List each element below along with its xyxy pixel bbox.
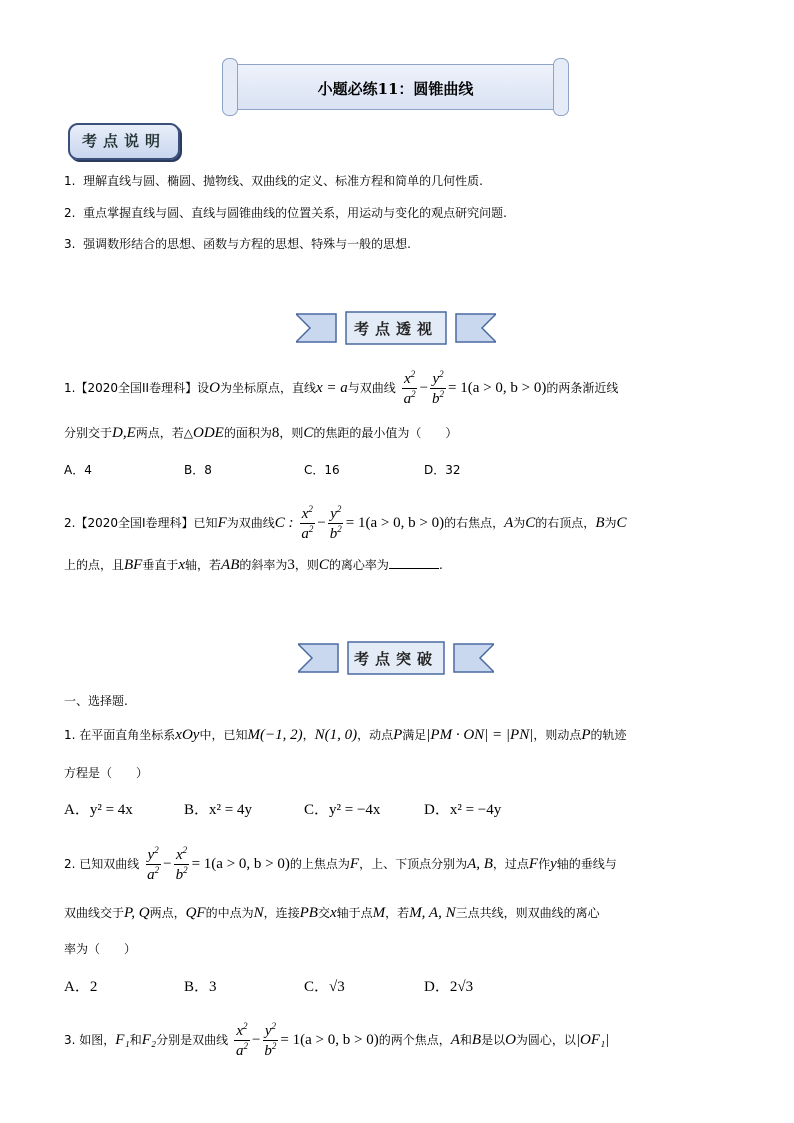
intro-item-3 — [64, 235, 411, 252]
math-OF1: |OF₁| — [575, 1032, 610, 1048]
text: 为坐标原点，直线 — [219, 381, 316, 395]
problem-2: 2. 已知双曲线 $\frac{y^2}{a^2}$ − $\frac{x^2}{b^2}$ = 1(a > 0, b > 0)的上焦点为F，上、下顶点分别为A, B，过点F作y轴的垂线与 — [64, 845, 617, 883]
text: 与双曲线 — [347, 381, 396, 395]
text: 为 — [604, 516, 617, 530]
math-condition: = 1(a > 0, b > 0) — [191, 856, 290, 872]
question-2020-ii: 1.【2020全国II卷理科】设O为坐标原点，直线x = a与双曲线 $\frac{x^2}{a^2}$ − $\frac{y^2}{b^2}$ = 1(a > 0, b > 0)的两条渐近线 — [64, 369, 619, 407]
text: 垂直于 — [142, 558, 179, 572]
option-b[interactable]: B．3 — [184, 979, 217, 995]
text: 的斜率为 — [239, 558, 288, 572]
math-AB: A, B — [467, 856, 493, 872]
math-F2: F₂ — [141, 1032, 157, 1048]
intro-text: 重点掌握直线与圆、直线与圆锥曲线的位置关系，用运动与变化的观点研究问题. — [83, 206, 507, 220]
question-source: 【2020全国Ⅰ卷理科】 — [75, 516, 194, 530]
intro-number: 1. — [64, 174, 76, 188]
math-N: N(1, 0) — [314, 727, 358, 743]
math-O: O — [209, 380, 220, 396]
fraction-y2-b2: $\frac{y^2}{b^2}$ — [432, 369, 445, 407]
math-B: B — [595, 515, 605, 531]
math-F: F — [217, 515, 227, 531]
text: 的中点为 — [205, 906, 254, 920]
math-condition: = 1(a > 0, b > 0) — [280, 1032, 379, 1048]
page-title: 小题必练11：圆锥曲线 — [317, 80, 474, 98]
math-A: A — [450, 1032, 460, 1048]
math-ODE: ODE — [193, 425, 224, 441]
intro-number: 2. — [64, 206, 76, 220]
text: . — [438, 558, 443, 572]
math-condition: = 1(a > 0, b > 0) — [345, 515, 445, 531]
question-number: 1. — [64, 728, 76, 742]
text: ，连接 — [263, 906, 300, 920]
section-badge-kaodian-shuoming: 考点说明 — [68, 123, 180, 160]
math-P: P — [393, 727, 403, 743]
text: 三点共线，则双曲线的离心 — [455, 906, 600, 920]
text: 两点，若△ — [135, 426, 193, 440]
text: 的两个焦点， — [378, 1033, 451, 1047]
text: 为圆心，以 — [515, 1033, 576, 1047]
text: 如图， — [79, 1033, 116, 1047]
math-F1: F₁ — [115, 1032, 130, 1048]
question-number: 1. — [64, 381, 76, 395]
question-2020-ii-line2 — [64, 424, 457, 442]
text: 设 — [197, 381, 210, 395]
text: 和 — [459, 1033, 472, 1047]
text: ， — [302, 728, 315, 742]
text: 作 — [538, 857, 551, 871]
intro-text: 强调数形结合的思想、函数与方程的思想、特殊与一般的思想. — [83, 237, 411, 251]
text: 轴，若 — [185, 558, 222, 572]
math-3: 3 — [287, 557, 295, 573]
math-xOy: xOy — [175, 727, 200, 743]
math-A: A — [504, 515, 514, 531]
fraction-y2-b2: $\frac{y^2}{b^2}$ — [329, 504, 342, 542]
problem-1: 1. 在平面直角坐标系xOy中，已知M(−1, 2)，N(1, 0)，动点P满足|PM · ON| = |PN|，则动点P的轨迹 — [64, 727, 627, 743]
text: ，则 — [294, 558, 319, 572]
text: 的离心率为 — [328, 558, 389, 572]
text: 分别交于 — [64, 426, 113, 440]
option-c[interactable]: C．16 — [304, 463, 340, 477]
text: 中，已知 — [199, 728, 248, 742]
option-d[interactable]: D．x² = −4y — [424, 802, 502, 818]
text: 是以 — [481, 1033, 506, 1047]
section-ribbon-kaodian-toushi — [296, 310, 496, 346]
math-y: y — [550, 856, 557, 872]
intro-item-1 — [64, 172, 483, 189]
answer-blank[interactable] — [389, 556, 439, 569]
text: 和 — [129, 1033, 142, 1047]
text: 交 — [317, 906, 330, 920]
ribbon-label: 考点突破 — [353, 650, 438, 668]
math-8: 8 — [271, 425, 280, 441]
math-BF: BF — [124, 557, 143, 573]
problem-3: 3. 如图，F₁和F₂分别是双曲线 $\frac{x^2}{a^2}$ − $\frac{y^2}{b^2}$ = 1(a > 0, b > 0)的两个焦点，A和B是以O为圆心，以|OF₁| — [64, 1021, 610, 1059]
option-c[interactable]: C．y² = −4x — [304, 802, 381, 818]
question-number: 2. — [64, 516, 76, 530]
option-b[interactable]: B．8 — [184, 463, 212, 477]
text: 为 — [513, 516, 526, 530]
problem-2-line2 — [64, 904, 600, 922]
text: 的两条渐近线 — [546, 381, 619, 395]
question-source: 【2020全国II卷理科】 — [75, 381, 198, 395]
math-AB: AB — [221, 557, 240, 573]
question-2020-i-line2: 上的点，且BF垂直于x轴，若AB的斜率为3，则C的离心率为 . — [64, 557, 443, 573]
math-PQ: P, Q — [124, 905, 150, 921]
part-heading: 一、选择题. — [64, 694, 128, 708]
math-C: C — [303, 425, 314, 441]
text: 双曲线交于 — [64, 906, 125, 920]
math-PB: PB — [299, 905, 318, 921]
math-x: x — [178, 557, 186, 573]
text: 的右焦点， — [444, 516, 505, 530]
text: ，若 — [385, 906, 410, 920]
option-a[interactable]: A．y² = 4x — [64, 802, 133, 818]
fraction-y2-a2: $\frac{y^2}{a^2}$ — [147, 845, 160, 883]
math-MAN: M, A, N — [409, 905, 456, 921]
fraction-y2-b2: $\frac{y^2}{b^2}$ — [264, 1021, 277, 1059]
math-DE: D,E — [112, 425, 136, 441]
math-M: M(−1, 2) — [247, 727, 303, 743]
title-banner — [222, 58, 569, 114]
text: 为双曲线 — [226, 516, 275, 530]
math-vector-expr: |PM · ON| = |PN| — [426, 727, 534, 743]
option-a[interactable]: A．4 — [64, 463, 92, 477]
text: ，动点 — [357, 728, 394, 742]
option-d[interactable]: D．2√3 — [424, 979, 474, 995]
fraction-x2-a2: $\frac{x^2}{a^2}$ — [403, 369, 416, 407]
problem-2-line3: 率为（ ） — [64, 942, 137, 956]
ribbon-label: 考点透视 — [353, 320, 438, 338]
text: 的焦距的最小值为（ ） — [313, 426, 458, 440]
fraction-x2-a2: $\frac{x^2}{a^2}$ — [235, 1021, 248, 1059]
option-b[interactable]: B．x² = 4y — [184, 802, 252, 818]
text: 的右顶点， — [535, 516, 596, 530]
math-B: B — [471, 1032, 482, 1048]
math-C: C : — [274, 515, 294, 531]
text: 在平面直角坐标系 — [79, 728, 176, 742]
text: ，则 — [279, 426, 304, 440]
math-line: x = a — [315, 380, 348, 396]
text: 上的点，且 — [64, 558, 125, 572]
math-O: O — [505, 1032, 516, 1048]
text: ，则动点 — [533, 728, 582, 742]
text: ，上、下顶点分别为 — [359, 857, 468, 871]
text: 两点， — [149, 906, 186, 920]
question-2020-i: 2.【2020全国Ⅰ卷理科】已知F为双曲线C : $\frac{x^2}{a^2}$ − $\frac{y^2}{b^2}$ = 1(a > 0, b > 0)的右焦点，A为C的右顶点，B为C — [64, 504, 627, 542]
math-condition: = 1(a > 0, b > 0) — [448, 380, 547, 396]
intro-number: 3. — [64, 237, 76, 251]
option-d[interactable]: D．32 — [424, 463, 461, 477]
text: 已知双曲线 — [79, 857, 140, 871]
text: 满足 — [402, 728, 427, 742]
question-number: 2. — [64, 857, 76, 871]
text: 轴于点 — [336, 906, 373, 920]
intro-item-2 — [64, 204, 507, 221]
option-a[interactable]: A．2 — [64, 979, 98, 995]
math-QF: QF — [185, 905, 206, 921]
problem-1-line2: 方程是（ ） — [64, 766, 149, 780]
question-number: 3. — [64, 1033, 76, 1047]
math-x: x — [329, 905, 337, 921]
text: 轴的垂线与 — [556, 857, 617, 871]
text: 分别是双曲线 — [156, 1033, 229, 1047]
intro-text: 理解直线与圆、椭圆、抛物线、双曲线的定义、标准方程和简单的几何性质. — [83, 174, 483, 188]
text: 的面积为 — [223, 426, 272, 440]
math-F: F — [349, 856, 360, 872]
text: 的轨迹 — [590, 728, 627, 742]
math-M: M — [372, 905, 386, 921]
section-ribbon-kaodian-tupo — [298, 640, 494, 676]
text: 的上焦点为 — [289, 857, 350, 871]
fraction-x2-a2: $\frac{x^2}{a^2}$ — [301, 504, 314, 542]
math-N: N — [253, 905, 264, 921]
text: ，过点 — [492, 857, 529, 871]
text: 已知 — [193, 516, 218, 530]
option-c[interactable]: C．√3 — [304, 979, 345, 995]
fraction-x2-b2: $\frac{x^2}{b^2}$ — [175, 845, 188, 883]
